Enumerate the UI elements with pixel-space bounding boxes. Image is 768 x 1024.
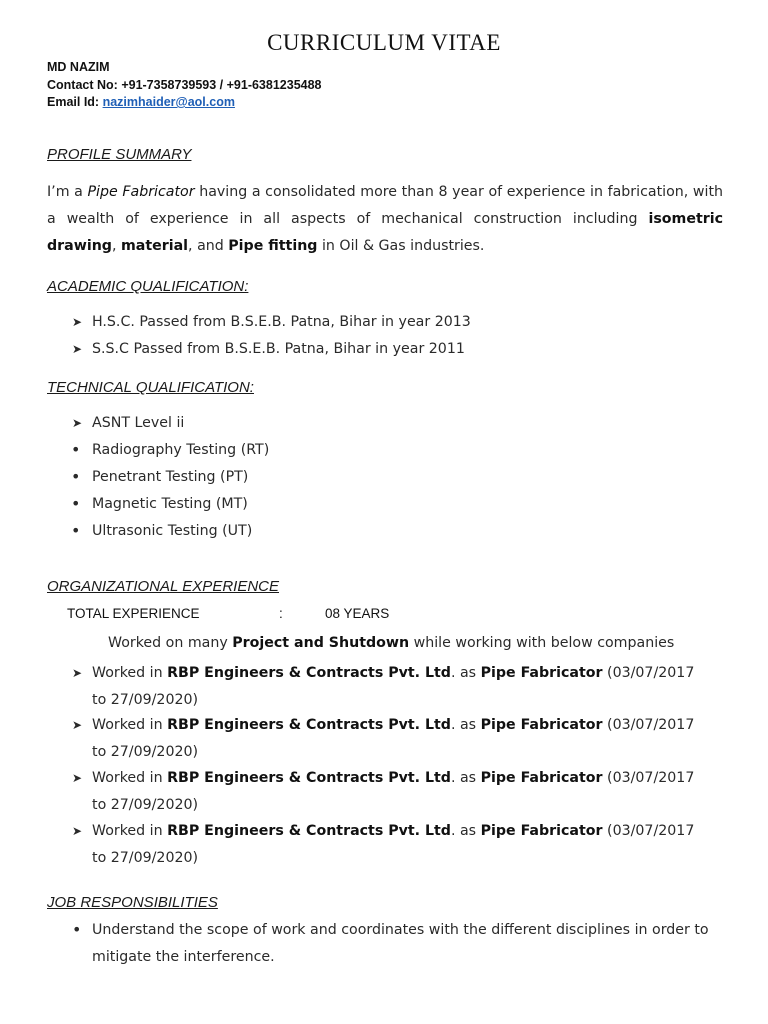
document-title: CURRICULUM VITAE	[267, 30, 501, 55]
profile-skill: material	[120, 238, 189, 254]
technical-item-text: Radiography Testing (RT)	[92, 442, 270, 458]
job-entry	[72, 712, 712, 765]
job-period: (03/07/2017 to 27/09/2020)	[92, 770, 695, 813]
profile-text-part: in Oil & Gas industries.	[317, 238, 485, 254]
phone-line	[47, 77, 322, 95]
profile-text-part: , and	[188, 238, 229, 254]
responsibility-item	[72, 917, 712, 970]
job-period: (03/07/2017 to 27/09/2020)	[92, 717, 695, 760]
candidate-name: MD NAZIM	[47, 60, 110, 74]
arrow-bullet-icon: ➤	[72, 416, 83, 430]
arrow-bullet-icon: ➤	[72, 315, 83, 329]
job-entry	[72, 818, 712, 871]
total-experience-value: 08 YEARS	[325, 606, 390, 621]
profile-skill: isometric drawing	[47, 211, 723, 254]
job-entry	[72, 765, 712, 818]
academic-heading: ACADEMIC QUALIFICATION:	[47, 278, 249, 295]
contact-block	[47, 59, 322, 112]
email-line	[47, 94, 322, 112]
job-text: . as	[450, 823, 481, 839]
email-label: Email Id:	[47, 95, 100, 109]
job-company: RBP Engineers & Contracts Pvt. Ltd	[167, 770, 451, 786]
technical-heading: TECHNICAL QUALIFICATION:	[47, 379, 254, 396]
job-company: RBP Engineers & Contracts Pvt. Ltd	[167, 717, 451, 733]
academic-item-text: H.S.C. Passed from B.S.E.B. Patna, Bihar in year 2013	[92, 314, 471, 330]
job-text: Worked in	[92, 823, 168, 839]
job-role: Pipe Fabricator	[480, 823, 603, 839]
job-role: Pipe Fabricator	[480, 717, 603, 733]
intro-emphasis: Project and Shutdown	[232, 635, 410, 651]
job-company: RBP Engineers & Contracts Pvt. Ltd	[167, 823, 451, 839]
total-experience-label: TOTAL EXPERIENCE	[67, 606, 200, 621]
total-experience-colon: :	[279, 606, 283, 621]
technical-item-text: Penetrant Testing (PT)	[92, 469, 249, 485]
job-role: Pipe Fabricator	[480, 770, 603, 786]
arrow-bullet-icon: ➤	[72, 771, 83, 785]
job-text: Worked in	[92, 665, 168, 681]
profile-role: Pipe Fabricator	[87, 184, 195, 200]
job-text: Worked in	[92, 770, 168, 786]
job-company: RBP Engineers & Contracts Pvt. Ltd	[167, 665, 451, 681]
profile-text-part: ,	[111, 238, 121, 254]
dot-bullet-icon: •	[71, 467, 81, 486]
profile-text-part: I’m a	[47, 184, 88, 200]
phone-label: Contact No:	[47, 77, 118, 92]
job-period: (03/07/2017 to 27/09/2020)	[92, 823, 695, 866]
technical-item-text: Ultrasonic Testing (UT)	[92, 523, 253, 539]
profile-summary-text	[47, 179, 723, 260]
profile-skill: Pipe fitting	[228, 238, 318, 254]
arrow-bullet-icon: ➤	[72, 666, 83, 680]
intro-text-part: while working with below companies	[409, 635, 675, 651]
job-text: . as	[450, 770, 481, 786]
job-role: Pipe Fabricator	[480, 665, 603, 681]
job-entry	[72, 660, 712, 713]
email-link[interactable]: nazimhaider@aol.com	[102, 95, 235, 109]
academic-item-text: S.S.C Passed from B.S.E.B. Patna, Bihar in year 2011	[92, 341, 465, 357]
arrow-bullet-icon: ➤	[72, 718, 83, 732]
dot-bullet-icon: •	[71, 494, 81, 513]
dot-bullet-icon: •	[71, 440, 81, 459]
arrow-bullet-icon: ➤	[72, 824, 83, 838]
intro-text-part: Worked on many	[108, 635, 233, 651]
job-period: (03/07/2017 to 27/09/2020)	[92, 665, 695, 708]
arrow-bullet-icon: ➤	[72, 342, 83, 356]
profile-text-part: having a consolidated more than 8 year of experience in fabrication, with a wealth of experience in all aspects of mechanical construction including	[47, 184, 723, 227]
experience-heading: ORGANIZATIONAL EXPERIENCE	[47, 578, 279, 595]
profile-summary-heading: PROFILE SUMMARY	[47, 146, 192, 163]
job-text: . as	[450, 665, 481, 681]
technical-level: ASNT Level ii	[92, 415, 185, 431]
job-text: . as	[450, 717, 481, 733]
responsibility-text: Understand the scope of work and coordinates with the different disciplines in order to mitigate the interference.	[92, 922, 709, 965]
responsibilities-heading: JOB RESPONSIBILITIES	[47, 894, 218, 911]
dot-bullet-icon: •	[72, 920, 82, 939]
job-text: Worked in	[92, 717, 168, 733]
dot-bullet-icon: •	[71, 521, 81, 540]
technical-item-text: Magnetic Testing (MT)	[92, 496, 248, 512]
phone-value: +91-7358739593 / +91-6381235488	[121, 77, 322, 92]
experience-intro	[108, 635, 674, 651]
